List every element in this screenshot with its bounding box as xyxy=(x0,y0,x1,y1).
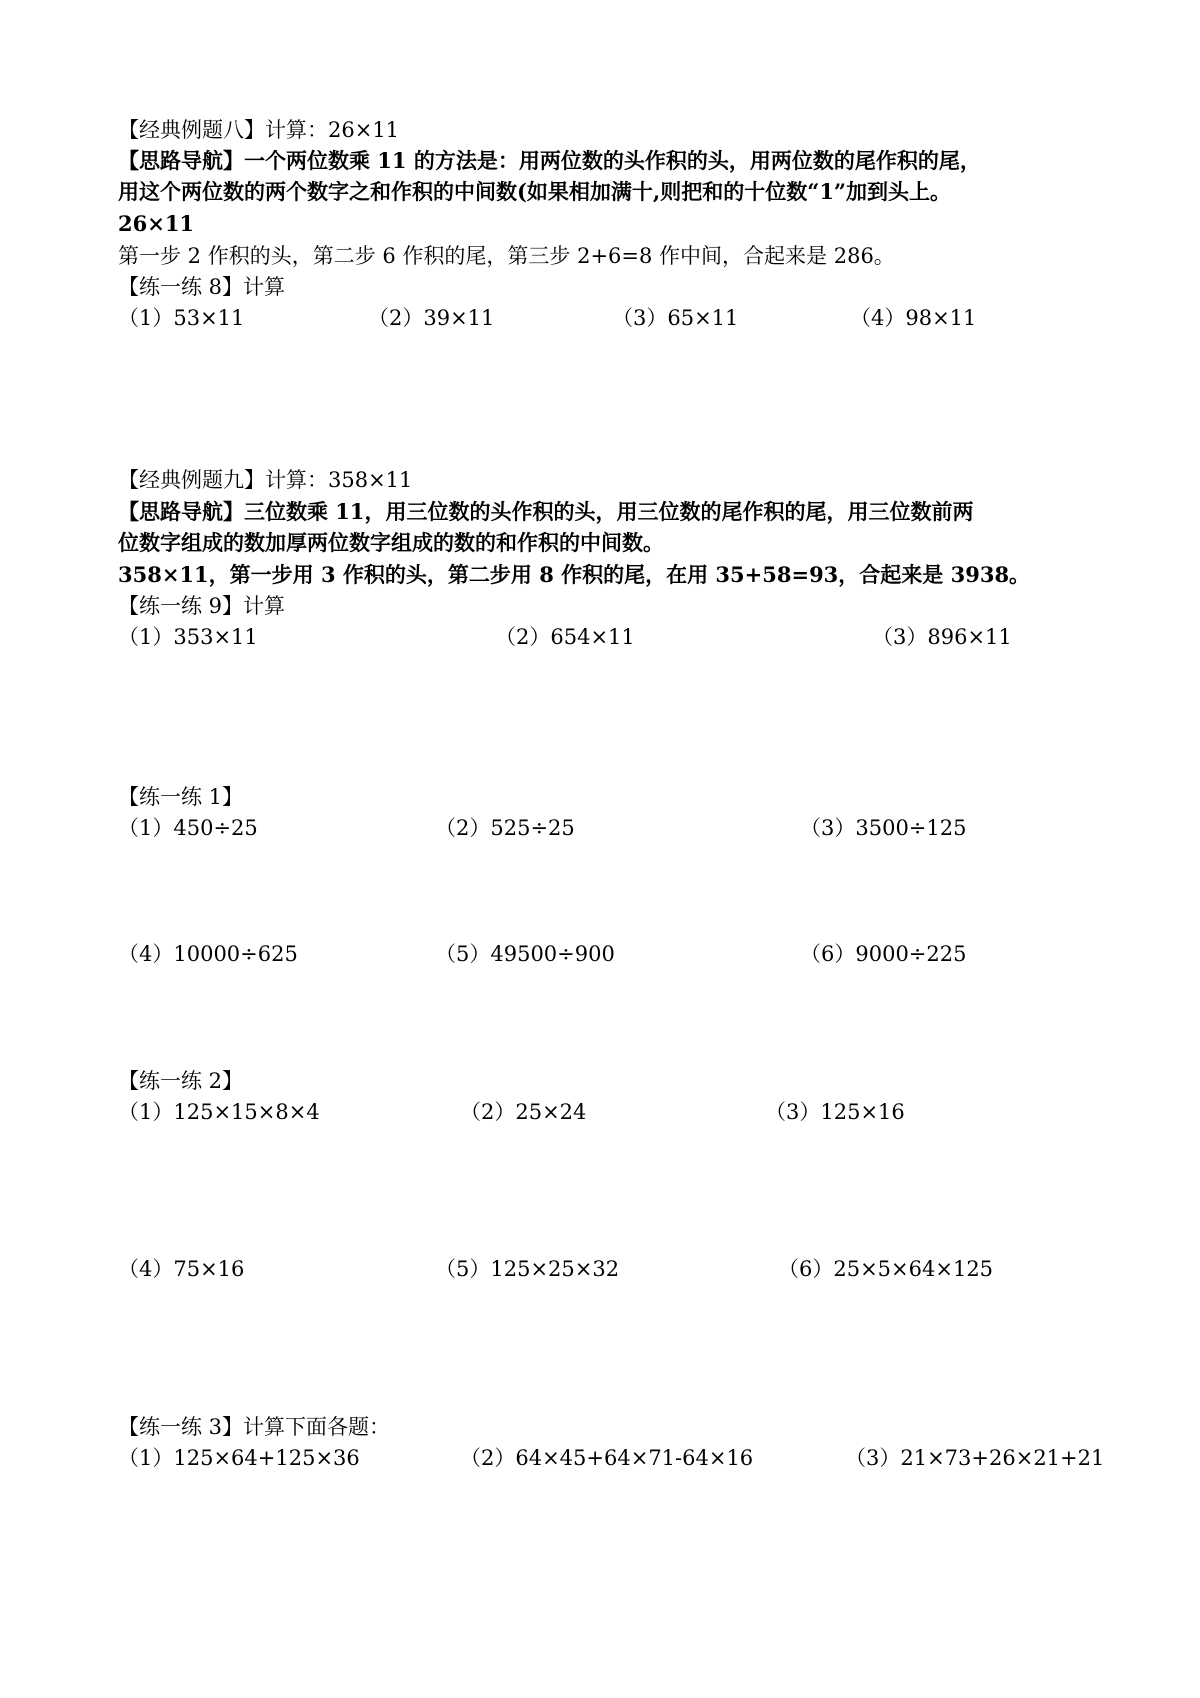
practice-1-item-4: （4）10000÷625 xyxy=(118,942,298,966)
example-8-hint-line-1: 【思路导航】一个两位数乘 11 的方法是：用两位数的头作积的头，用两位数的尾作积的尾， xyxy=(118,148,981,173)
practice-3-item-2: （2）64×45+64×71-64×16 xyxy=(460,1446,754,1470)
practice-8-item-1: （1）53×11 xyxy=(118,306,245,330)
example-8-hint-line-3: 26×11 xyxy=(118,211,195,236)
practice-8-item-4: （4）98×11 xyxy=(850,306,977,330)
practice-9-title: 【练一练 9】计算 xyxy=(118,594,286,618)
practice-2-title: 【练一练 2】 xyxy=(118,1069,244,1093)
example-8-hint-line-2: 用这个两位数的两个数字之和作积的中间数(如果相加满十,则把和的十位数“1”加到头上。 xyxy=(118,179,952,204)
example-8-explanation: 第一步 2 作积的头，第二步 6 作积的尾，第三步 2+6=8 作中间，合起来是 286。 xyxy=(118,244,895,268)
example-9-hint-line-3: 358×11，第一步用 3 作积的头，第二步用 8 作积的尾，在用 35+58=93，合起来是 3938。 xyxy=(118,562,1031,587)
practice-2-item-4: （4）75×16 xyxy=(118,1257,245,1281)
practice-1-item-3: （3）3500÷125 xyxy=(800,816,967,840)
example-9-hint-line-1: 【思路导航】三位数乘 11，用三位数的头作积的头，用三位数的尾作积的尾，用三位数前两 xyxy=(118,499,974,524)
practice-9-item-2: （2）654×11 xyxy=(495,625,635,649)
practice-2-item-6: （6）25×5×64×125 xyxy=(778,1257,994,1281)
example-9-title: 【经典例题九】计算：358×11 xyxy=(118,468,413,492)
practice-1-item-5: （5）49500÷900 xyxy=(435,942,615,966)
practice-1-item-6: （6）9000÷225 xyxy=(800,942,967,966)
practice-1-item-1: （1）450÷25 xyxy=(118,816,258,840)
practice-2-item-2: （2）25×24 xyxy=(460,1100,587,1124)
example-8-title: 【经典例题八】计算：26×11 xyxy=(118,118,400,142)
practice-1-item-2: （2）525÷25 xyxy=(435,816,575,840)
example-9-hint-line-2: 位数字组成的数加厚两位数字组成的数的和作积的中间数。 xyxy=(118,530,664,555)
practice-8-item-3: （3）65×11 xyxy=(612,306,739,330)
practice-9-item-3: （3）896×11 xyxy=(872,625,1012,649)
practice-8-title: 【练一练 8】计算 xyxy=(118,275,286,299)
practice-1-title: 【练一练 1】 xyxy=(118,785,244,809)
practice-2-item-5: （5）125×25×32 xyxy=(435,1257,620,1281)
practice-3-item-3: （3）21×73+26×21+21 xyxy=(845,1446,1105,1470)
practice-3-title: 【练一练 3】计算下面各题： xyxy=(118,1415,391,1439)
practice-9-item-1: （1）353×11 xyxy=(118,625,258,649)
practice-2-item-3: （3）125×16 xyxy=(765,1100,905,1124)
practice-3-item-1: （1）125×64+125×36 xyxy=(118,1446,360,1470)
practice-2-item-1: （1）125×15×8×4 xyxy=(118,1100,320,1124)
practice-8-item-2: （2）39×11 xyxy=(368,306,495,330)
